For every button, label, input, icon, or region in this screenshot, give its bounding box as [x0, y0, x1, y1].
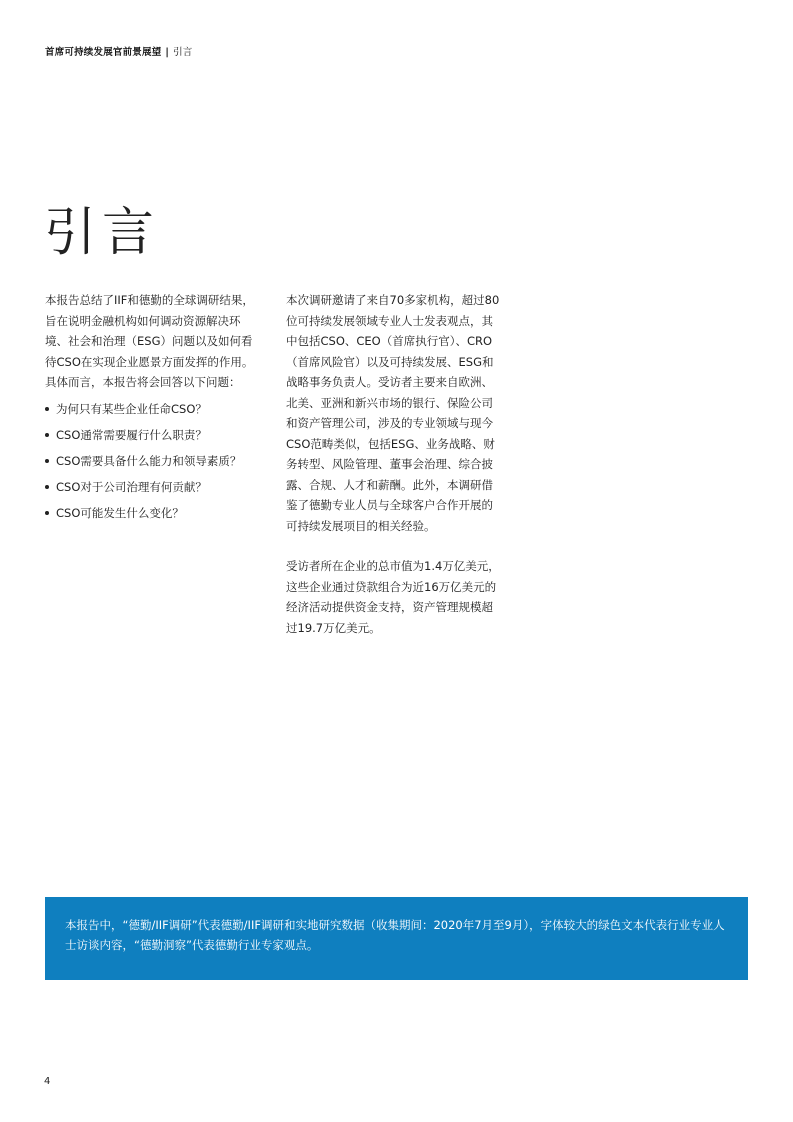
question-item: CSO通常需要履行什么职责？ [45, 425, 263, 445]
note-box [45, 897, 748, 980]
running-header [45, 44, 192, 58]
question-item: CSO需要具备什么能力和领导素质？ [45, 451, 263, 471]
note-text: 本报告中，“德勤/IIF调研”代表德勤/IIF调研和实地研究数据（收集期间：2020年7月至9月），字体较大的绿色文本代表行业专业人士访谈内容，“德勤洞察”代表德勤行业专家观点。 [65, 918, 725, 952]
right-column [286, 290, 504, 638]
page-title: 引言 [44, 202, 161, 263]
question-list [45, 399, 263, 523]
survey-paragraph: 本次调研邀请了来自70多家机构，超过80位可持续发展领域专业人士发表观点，其中包括CSO、CEO（首席执行官）、CRO（首席风险官）以及可持续发展、ESG和战略事务负责人。受访者主要来自欧洲、北美、亚洲和新兴市场的银行、保险公司和资产管理公司，涉及的专业领域与现今CSO范畴类似，包括ESG、业务战略、财务转型、风险管理、董事会治理、综合披露、合规、人才和薪酬。此外，本调研借鉴了德勤专业人员与全球客户合作开展的可持续发展项目的相关经验。 [286, 293, 500, 533]
header-separator: | [165, 47, 170, 58]
page-number: 4 [44, 1076, 51, 1087]
question-item: CSO可能发生什么变化？ [45, 503, 263, 523]
market-cap-paragraph: 受访者所在企业的总市值为1.4万亿美元，这些企业通过贷款组合为近16万亿美元的经济活动提供资金支持，资产管理规模超过19.7万亿美元。 [286, 559, 500, 635]
question-item: CSO对于公司治理有何贡献？ [45, 477, 263, 497]
question-item: 为何只有某些企业任命CSO？ [45, 399, 263, 419]
report-title: 首席可持续发展官前景展望 [45, 47, 162, 58]
left-column [45, 290, 263, 523]
intro-paragraph: 本报告总结了IIF和德勤的全球调研结果，旨在说明金融机构如何调动资源解决环境、社会和治理（ESG）问题以及如何看待CSO在实现企业愿景方面发挥的作用。具体而言，本报告将会回答以下问题： [45, 293, 254, 389]
header-section: 引言 [173, 47, 193, 58]
